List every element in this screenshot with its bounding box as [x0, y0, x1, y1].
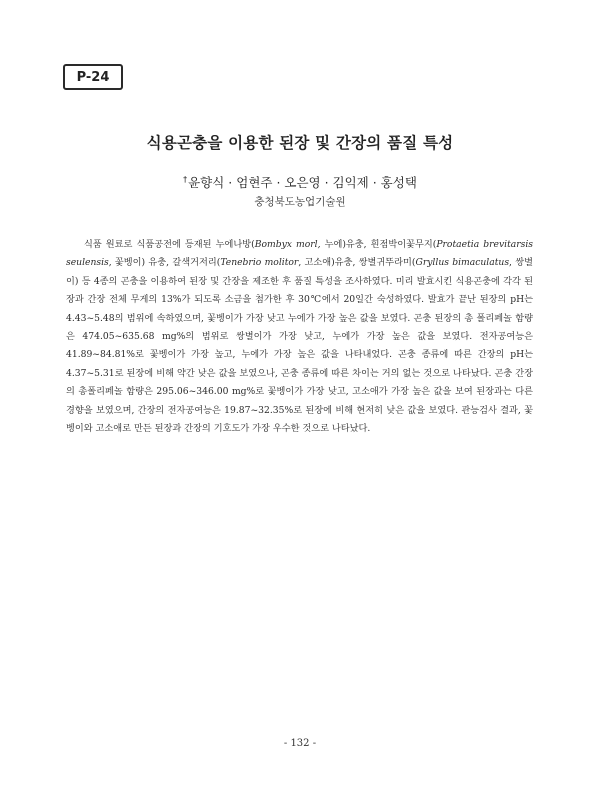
- paper-title: 식용곤충을 이용한 된장 및 간장의 품질 특성: [146, 134, 454, 152]
- abstract-text-1: 식품 원료로 식품공전에 등재된 누에나방(: [84, 239, 255, 250]
- corresponding-author-mark: †: [183, 175, 188, 184]
- species-name-3: Tenebrio molitor: [220, 257, 299, 269]
- abstract-text-4: , 고소애)유충, 쌍별귀뚜라미(: [298, 257, 416, 269]
- poster-id-badge: P-24: [63, 64, 123, 90]
- affiliation: 충청북도농업기술원: [254, 196, 346, 208]
- author-names: 윤향식 · 엄현주 · 오은영 · 김익제 · 홍성택: [188, 175, 417, 190]
- species-name-1: Bombyx morl,: [254, 239, 321, 250]
- species-name-4: Gryllus bimaculatus: [415, 257, 510, 269]
- abstract-text-5: , 쌍별이) 등 4종의 곤충을 이용하여 된장 및 간장을 제조한 후 품질 특성을 조사하였다. 미리 발효시킨 식용곤충에 각각 된장과 간장 전체 무게의 13%가 되도록 소금을 첨가한 후 30℃에서 20일간 숙성하였다. 발효가 끝난 된장의 pH는 4.43~5.48의 범위에 속하였으며, 꽃벵이가 가장 낮고 누에가 가장 높은 값을 보였다. 곤충 된장의 총 폴리페놀 함량은 474.05~635.68 mg%의 범위로 쌍별이가 가장 낮고, 누에가 가장 높은 값을 보였다. 전자공여능은 41.89~84.81%로 꽃벵이가 가장 높고, 누에가 가장 높은 값을 나타내었다. 곤충 종류에 따른 간장의 pH는 4.37~5.31로 된장에 비해 약간 낮은 값을 보였으나, 곤충 종류에 따른 차이는 거의 없는 것으로 나타났다. 곤충 간장의 총폴리페놀 함량은 295.06~346.00 mg%로 꽃벵이가 가장 낮고, 고소애가 가장 높은 값을 보여 된장과는 다른 경향을 보였으며, 간장의 전자공여능은 19.87~32.35%로 된장에 비해 현저히 낮은 값을 보였다. 관능검사 결과, 꽃벵이와 고소애로 만든 된장과 간장의 기호도가 가장 우수한 것으로 나타났다.: [66, 257, 533, 435]
- abstract-text-3: , 꽃벵이) 유충, 갈색거저리(: [108, 257, 221, 269]
- abstract-text-2: 누에)유충, 흰점박이꽃무지(: [320, 239, 437, 250]
- species-name-2: Protaetia brevitarsis seulensis: [66, 239, 534, 269]
- page-number: - 132 -: [283, 738, 317, 749]
- author-list: [0, 173, 600, 191]
- abstract-paragraph: [66, 236, 533, 438]
